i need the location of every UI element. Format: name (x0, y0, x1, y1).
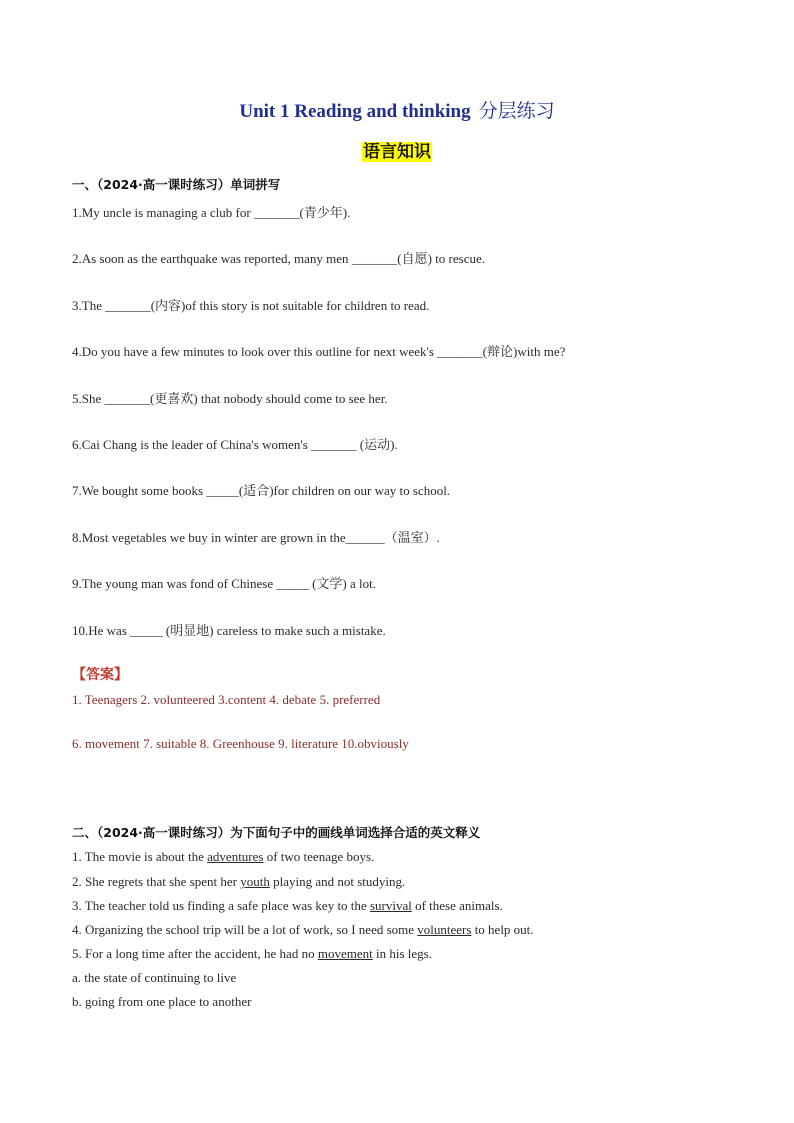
question-6: 6.Cai Chang is the leader of China's women's _______ (运动). (72, 437, 398, 452)
underlined-word: adventures (207, 849, 264, 864)
underlined-word: youth (240, 874, 270, 889)
sentence-text: to help out. (471, 922, 534, 937)
sentence-text: 1. The movie is about the (72, 849, 208, 864)
sentence-3 (72, 898, 503, 914)
answer-line-1: 1. Teenagers 2. volunteered 3.content 4. debate 5. preferred (72, 692, 381, 707)
sentence-text: 3. The teacher told us finding a safe place was key to the (72, 898, 370, 913)
sentence-text: of two teenage boys. (263, 849, 375, 864)
answer-line-2: 6. movement 7. suitable 8. Greenhouse 9. literature 10.obviously (72, 736, 409, 751)
question-7: 7.We bought some books _____(适合)for children on our way to school. (72, 483, 451, 498)
question-2: 2.As soon as the earthquake was reported, many men _______(自愿) to rescue. (72, 251, 485, 266)
question-1: 1.My uncle is managing a club for _______(青少年). (72, 205, 351, 220)
section1-heading: 一、（2024·高一课时练习）单词拼写 (72, 177, 281, 192)
page-title (0, 96, 794, 123)
question-9: 9.The young man was fond of Chinese _____ (文学) a lot. (72, 576, 377, 591)
section-subtitle (0, 137, 794, 162)
question-3: 3.The _______(内容)of this story is not suitable for children to read. (72, 298, 430, 313)
underlined-word: survival (369, 898, 412, 913)
sentence-text: in his legs. (372, 946, 432, 961)
title-english: Unit 1 Reading and thinking (239, 101, 471, 122)
sentence-2 (72, 874, 405, 890)
option-b: b. going from one place to another (72, 994, 252, 1009)
question-4: 4.Do you have a few minutes to look over this outline for next week's _______(辩论)with me? (72, 344, 566, 359)
question-5: 5.She _______(更喜欢) that nobody should come to see her. (72, 391, 388, 406)
underlined-word: movement (317, 946, 373, 961)
question-10: 10.He was _____ (明显地) careless to make such a mistake. (72, 623, 386, 638)
option-a: a. the state of continuing to live (72, 970, 237, 985)
sentence-text: of these animals. (411, 898, 503, 913)
sentence-text: 2. She regrets that she spent her (72, 874, 241, 889)
answer-label: 【答案】 (72, 667, 128, 683)
subtitle-highlight: 语言知识 (363, 142, 431, 162)
sentence-5 (72, 946, 432, 962)
sentence-4 (72, 922, 534, 938)
sentence-text: 5. For a long time after the accident, he had no (72, 946, 318, 961)
section2-heading: 二、（2024·高一课时练习）为下面句子中的画线单词选择合适的英文释义 (72, 825, 481, 840)
underlined-word: volunteers (417, 922, 472, 937)
sentence-1 (72, 849, 374, 865)
sentence-text: 4. Organizing the school trip will be a lot of work, so I need some (72, 922, 418, 937)
question-8: 8.Most vegetables we buy in winter are grown in the______（温室）. (72, 530, 440, 545)
sentence-text: playing and not studying. (269, 874, 406, 889)
title-chinese: 分层练习 (478, 100, 555, 122)
